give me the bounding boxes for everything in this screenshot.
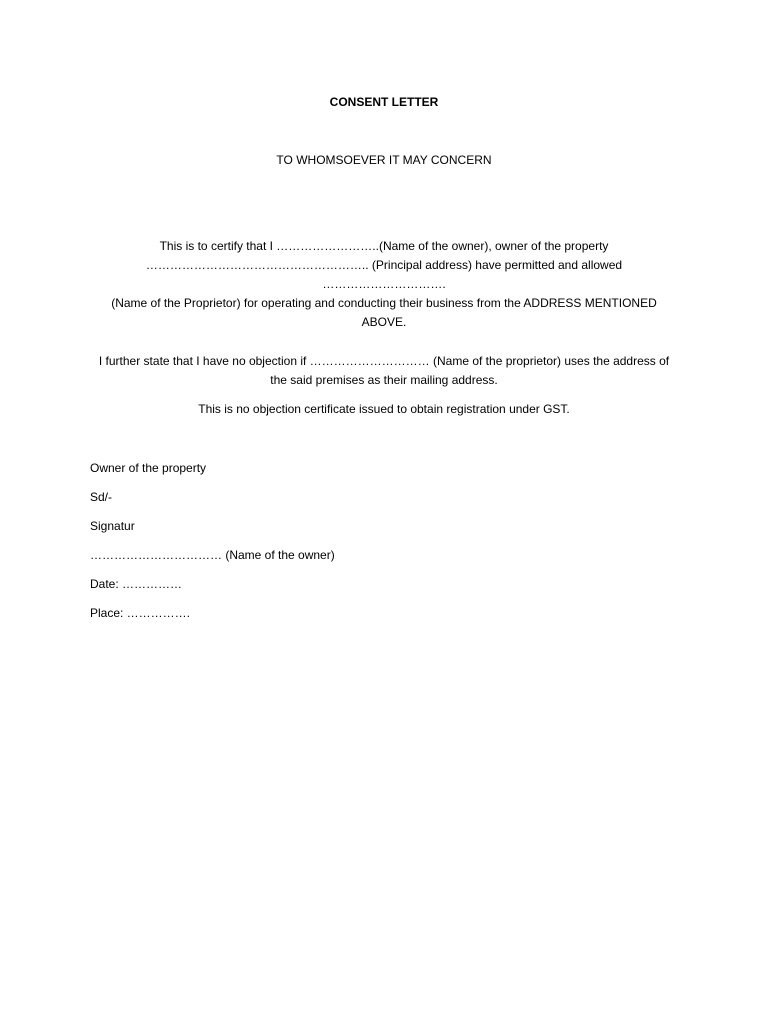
paragraph-line: This is to certify that I ……………………..(Name of the owner), owner of the property <box>159 239 609 253</box>
owner-label: Owner of the property <box>90 461 207 475</box>
sd-label: Sd/- <box>90 490 113 504</box>
purpose-paragraph <box>88 400 680 419</box>
place-field: Place: ……………. <box>90 606 191 620</box>
paragraph-line: This is no objection certificate issued to obtain registration under GST. <box>198 402 570 416</box>
signature-label: Signatur <box>90 519 135 533</box>
owner-name-field: …………………………… (Name of the owner) <box>90 548 335 562</box>
salutation: TO WHOMSOEVER IT MAY CONCERN <box>276 153 492 167</box>
paragraph-line: ……………………………………………….. (Principal address) have permitted and allowed …………………………. <box>145 258 623 291</box>
paragraph-line: ABOVE. <box>361 315 407 329</box>
document-title: CONSENT LETTER <box>329 95 439 109</box>
date-field: Date: …………… <box>90 577 183 591</box>
paragraph-line: (Name of the Proprietor) for operating and conducting their business from the ADDRESS MENTIONED <box>111 296 657 310</box>
paragraph-line: the said premises as their mailing address. <box>270 373 498 387</box>
no-objection-paragraph <box>88 352 680 390</box>
paragraph-line: I further state that I have no objection if ………………………… (Name of the proprietor) uses the address of <box>98 354 670 368</box>
certification-paragraph <box>88 237 680 332</box>
